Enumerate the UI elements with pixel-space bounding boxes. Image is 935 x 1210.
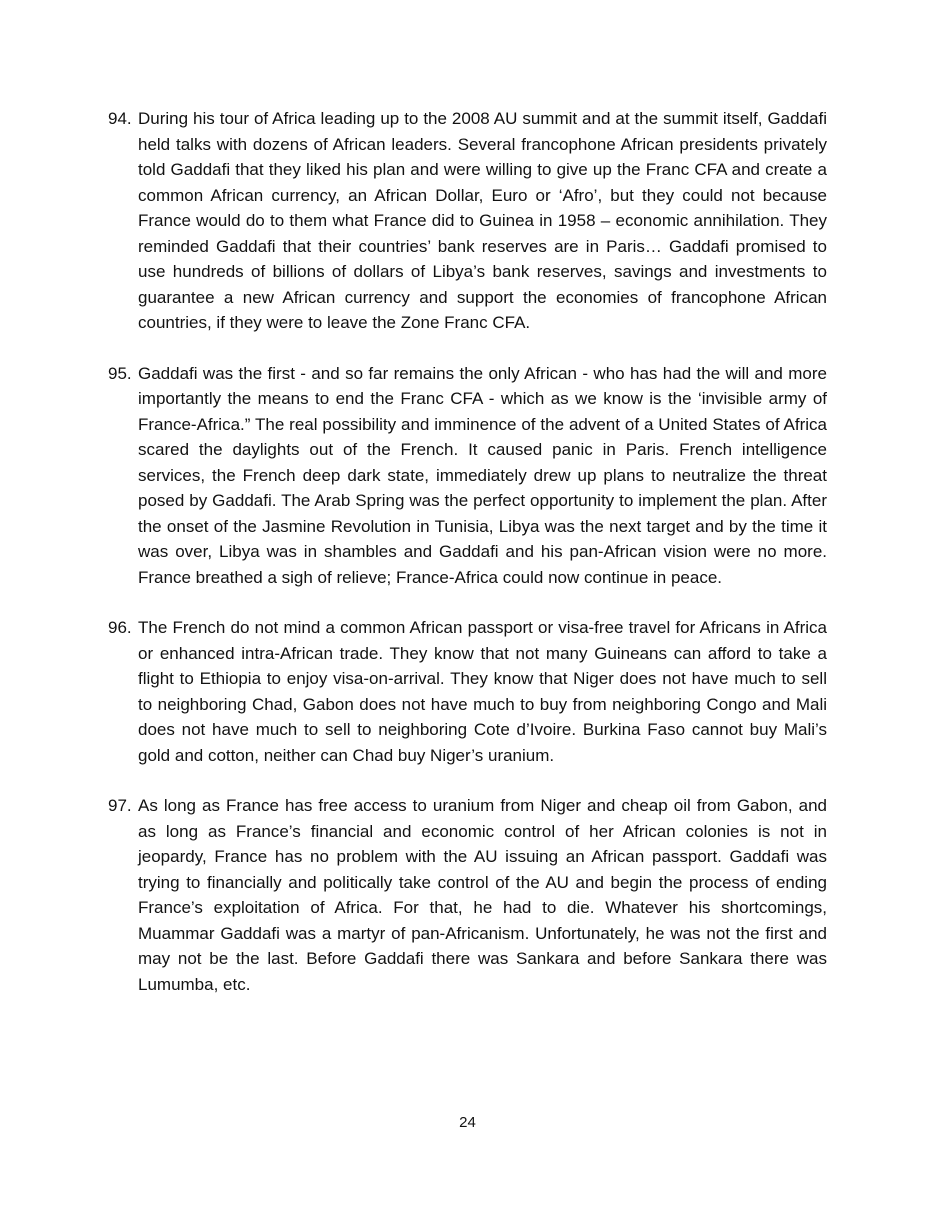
paragraph-text: During his tour of Africa leading up to the 2008 AU summit and at the summit itself, Gaddafi held talks with dozens of African leaders. Several francophone African presidents privately told Gaddafi that they liked his plan and were willing to give up the Franc CFA and create a common African currency, an African Dollar, Euro or ‘Afro’, but they could not because France would do to them what France did to Guinea in 1958 – economic annihilation. They reminded Gaddafi that their countries’ bank reserves are in Paris… Gaddafi promised to use hundreds of billions of dollars of Libya’s bank reserves, savings and investments to guarantee a new African currency and support the economies of francophone African countries, if they were to leave the Zone Franc CFA. [138,109,827,332]
numbered-paragraph [108,361,827,591]
numbered-paragraph [108,615,827,768]
numbered-paragraph [108,793,827,997]
page-number: 24 [459,1114,476,1131]
paragraph-text: As long as France has free access to uranium from Niger and cheap oil from Gabon, and as long as France’s financial and economic control of her African colonies is not in jeopardy, France has no problem with the AU issuing an African passport. Gaddafi was trying to financially and politically take control of the AU and begin the process of ending France’s exploitation of Africa. For that, he had to die. Whatever his shortcomings, Muammar Gaddafi was a martyr of pan-Africanism. Unfortunately, he was not the first and may not be the last. Before Gaddafi there was Sankara and before Sankara there was Lumumba, etc. [138,796,827,994]
page-body [108,106,827,997]
paragraph-number: 96. [108,618,132,637]
paragraph-number: 94. [108,109,132,128]
paragraph-number: 95. [108,363,132,383]
numbered-paragraph [108,106,827,336]
paragraph-text: Gaddafi was the first - and so far remains the only African - who has had the will and more importantly the means to end the Franc CFA - which as we know is the ‘invisible army of France-Africa.” The real possibility and imminence of the advent of a United States of Africa scared the daylights out of the French. It caused panic in Paris. French intelligence services, the French deep dark state, immediately drew up plans to neutralize the threat posed by Gaddafi. The Arab Spring was the perfect opportunity to implement the plan. After the onset of the Jasmine Revolution in Tunisia, Libya was the next target and by the time it was over, Libya was in shambles and Gaddafi and his pan-African vision were no more. France breathed a sigh of relieve; France-Africa could now continue in peace. [138,363,827,587]
paragraph-number: 97. [108,796,132,815]
paragraph-text: The French do not mind a common African passport or visa-free travel for Africans in Africa or enhanced intra-African trade. They know that not many Guineans can afford to take a flight to Ethiopia to enjoy visa-on-arrival. They know that Niger does not have much to sell to neighboring Chad, Gabon does not have much to buy from neighboring Congo and Mali does not have much to sell to neighboring Cote d’Ivoire. Burkina Faso cannot buy Mali’s gold and cotton, neither can Chad buy Niger’s uranium. [138,618,827,765]
